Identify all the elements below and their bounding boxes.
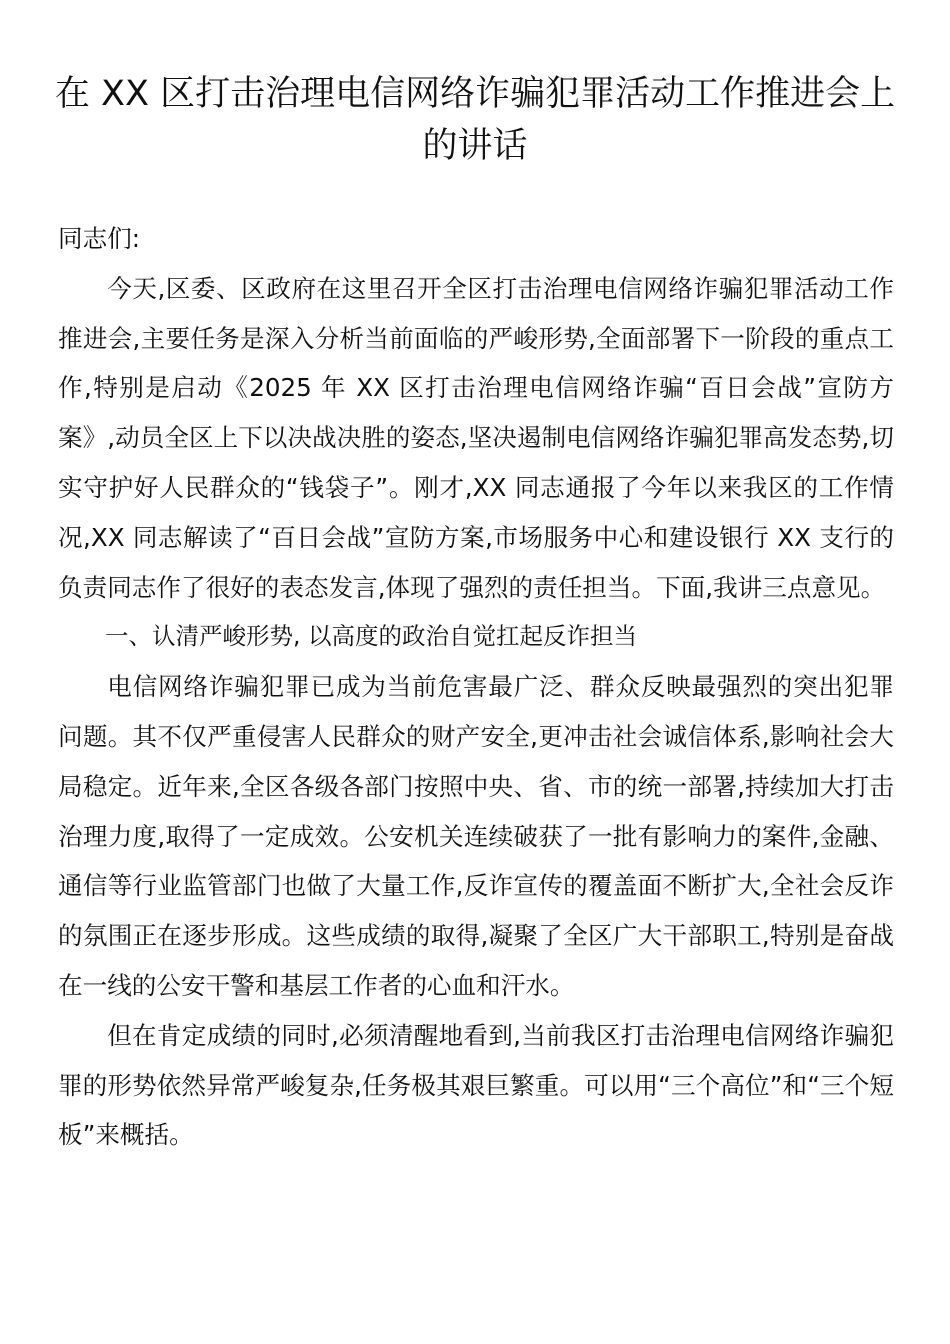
section-1-heading: 一、认清严峻形势, 以高度的政治自觉扛起反诈担当 (105, 622, 637, 651)
section-1-paragraph-2: 但在肯定成绩的同时,必须清醒地看到,当前我区打击治理电信网络诈骗犯罪的形势依然异常严峻复杂,任务极其艰巨繁重。可以用“三个高位”和“三个短板”来概括。 (58, 1020, 894, 1150)
document-body (58, 214, 894, 1160)
document-title: 在 XX 区打击治理电信网络诈骗犯罪活动工作推进会上的讲话 (54, 74, 896, 166)
opening-paragraph: 今天,区委、区政府在这里召开全区打击治理电信网络诈骗犯罪活动工作推进会,主要任务是深入分析当前面临的严峻形势,全面部署下一阶段的重点工作,特别是启动《2025 年 XX 区打击治理电信网络诈骗“百日会战”宣防方案》,动员全区上下以决战决胜的姿态,坚决遏制电信网络诈骗犯罪高发态势,切实守护好人民群众的“钱袋子”。刚才,XX 同志通报了今年以来我区的工作情况,XX 同志解读了“百日会战”宣防方案,市场服务中心和建设银行 XX 支行的负责同志作了很好的表态发言,体现了强烈的责任担当。下面,我讲三点意见。 (58, 273, 894, 602)
salutation: 同志们: (58, 224, 141, 253)
section-1-paragraph-1: 电信网络诈骗犯罪已成为当前危害最广泛、群众反映最强烈的突出犯罪问题。其不仅严重侵害人民群众的财产安全,更冲击社会诚信体系,影响社会大局稳定。近年来,全区各级各部门按照中央、省、市的统一部署,持续加大打击治理力度,取得了一定成效。公安机关连续破获了一批有影响力的案件,金融、通信等行业监管部门也做了大量工作,反诈宣传的覆盖面不断扩大,全社会反诈的氛围正在逐步形成。这些成绩的取得,凝聚了全区广大干部职工,特别是奋战在一线的公安干警和基层工作者的心血和汗水。 (58, 672, 894, 1000)
